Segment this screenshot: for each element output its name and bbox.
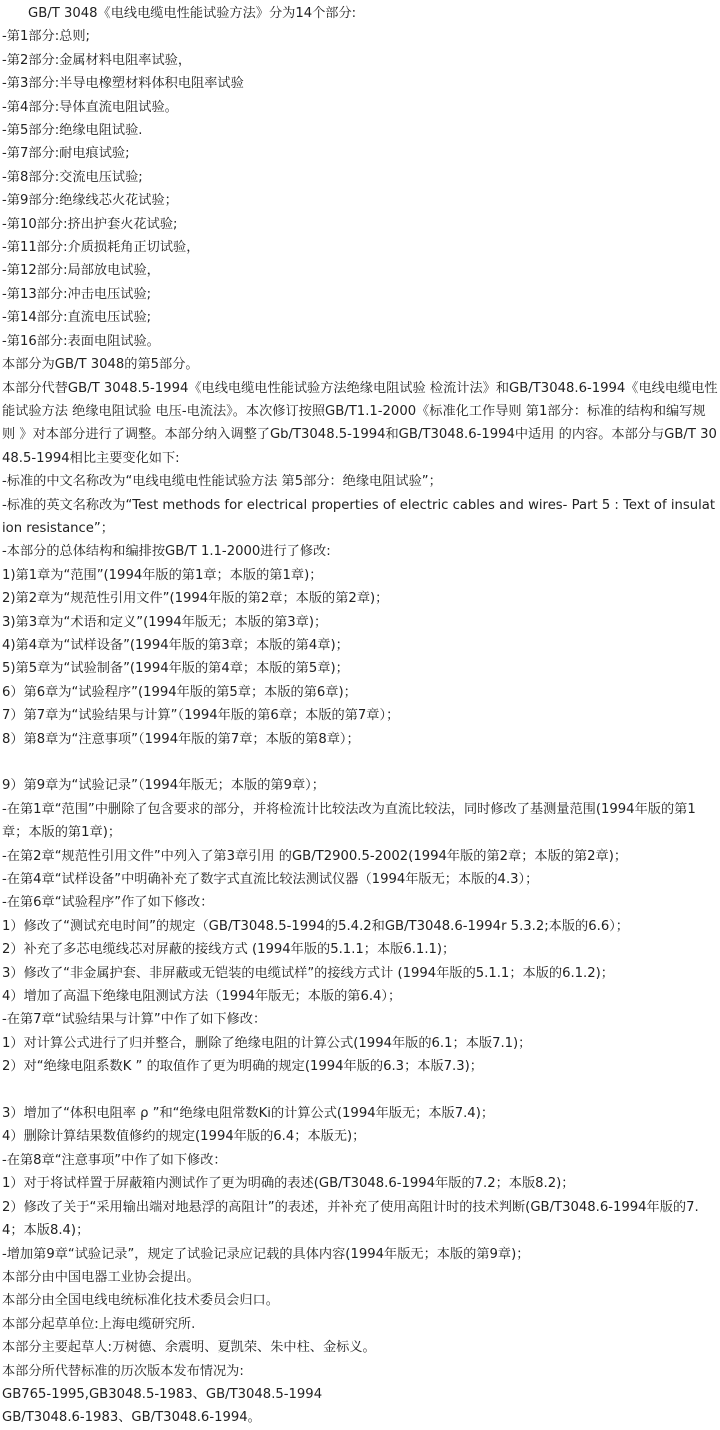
text-line: 1）修改了“测试充电时间”的规定（GB/T3048.5-1994的5.4.2和GB/T3048.6-1994r 5.3.2;本版的6.6）；: [2, 918, 629, 934]
blank-line: [2, 1079, 718, 1102]
text-line: -增加第9章“试验记录”，规定了试验记录应记载的具体内容(1994年版无；本版的第9章)；: [2, 1246, 530, 1262]
text-line: -标准的中文名称改为“电线电缆电性能试验方法 第5部分：绝缘电阻试验”；: [2, 474, 442, 490]
text-line: -第12部分:局部放电试验，: [2, 263, 160, 279]
text-line: -第7部分:耐电痕试验;: [2, 146, 130, 162]
text-line: 3）增加了“体积电阻率 ρ ”和“绝缘电阻常数Ki的计算公式(1994年版无；本版7.4)；: [2, 1106, 495, 1122]
text-line: 本部分为GB/T 3048的第5部分。: [2, 357, 199, 373]
text-line: 6）第6章为“试验程序”(1994年版的第5章；本版的第6章)；: [2, 684, 357, 700]
text-line: -第8部分:交流电压试验;: [2, 169, 143, 185]
text-line: 7）第7章为“试验结果与计算”（1994年版的第6章；本版的第7章）；: [2, 708, 400, 724]
text-line: -本部分的总体结构和编排按GB/T 1.1-2000进行了修改:: [2, 544, 331, 560]
text-line: -第9部分:绝缘线芯火花试验；: [2, 193, 178, 209]
text-line: 本部分起草单位:上海电缆研究所.: [2, 1316, 196, 1332]
text-line: 1）对于将试样置于屏蔽箱内测试作了更为明确的表述(GB/T3048.6-1994年版的7.2；本版8.2)；: [2, 1176, 575, 1192]
text-line: -在第2章“规范性引用文件”中列入了第3章引用 的GB/T2900.5-2002(1994年版的第2章；本版的第2章)；: [2, 848, 628, 864]
text-line: 本部分代替GB/T 3048.5-1994《电线电缆电性能试验方法绝缘电阻试验 检流计法》和GB/T3048.6-1994《电线电缆电性能试验方法 绝缘电阻试验 电压-电流法》。本次修订按照GB/T1.1-2000《标准化工作导则 第1部分：标准的结构和编写规则 》对本部分进行了调整。本部分纳入调整了Gb/T3048.5-1994和GB/T3048.6-1994中适用 的内容。本部分与GB/T 3048.5-1994相比主要变化如下:: [2, 380, 718, 466]
text-line: 3）修改了“非金属护套、非屏蔽或无铠装的电缆试样”的接线方式计 (1994年版的5.1.1；本版的6.1.2)；: [2, 965, 614, 981]
text-line: 本部分由中国电器工业协会提出。: [2, 1269, 200, 1285]
text-line: -第13部分:冲击电压试验;: [2, 286, 152, 302]
text-line: 本部分所代替标准的历次版本发布情况为:: [2, 1363, 244, 1379]
text-line: -第4部分:导体直流电阻试验。: [2, 99, 178, 115]
text-line: 4）增加了高温下绝缘电阻测试方法（1994年版无；本版的第6.4）；: [2, 989, 402, 1005]
text-line: 5)第5章为“试验制备”(1994年版的第4章；本版的第5章)；: [2, 661, 349, 677]
text-line: 3)第3章为“术语和定义”(1994年版无；本版的第3章)；: [2, 614, 328, 630]
text-line: 1)第1章为“范围”(1994年版的第1章；本版的第1章)；: [2, 567, 323, 583]
text-line: GB765-1995,GB3048.5-1983、GB/T3048.5-1994: [2, 1386, 323, 1402]
text-line: 2）修改了关于“采用输出端对地悬浮的高阻计”的表述，并补充了使用高阻计时的技术判断(GB/T3048.6-1994年版的7.4；本版8.4)；: [2, 1199, 699, 1239]
text-line: -第5部分:绝缘电阻试验.: [2, 123, 143, 139]
text-line: -第10部分:挤出护套火花试验;: [2, 216, 178, 232]
text-line: -在第8章“注意事项”中作了如下修改：: [2, 1152, 227, 1168]
text-line: 1）对计算公式进行了归并整合，删除了绝缘电阻的计算公式(1994年版的6.1；本版7.1)；: [2, 1035, 532, 1051]
text-line: -在第1章“范围”中删除了包含要求的部分，并将检流计比较法改为直流比较法，同时修改了基测量范围(1994年版的第1章；本版的第1章)；: [2, 801, 696, 841]
text-line: 9）第9章为“试验记录”（1994年版无；本版的第9章）；: [2, 778, 325, 794]
text-line: GB/T3048.6-1983、GB/T3048.6-1994。: [2, 1410, 261, 1426]
text-line: -第1部分:总则;: [2, 29, 90, 45]
text-line: 2）补充了多芯电缆线芯对屏蔽的接线方式 (1994年版的5.1.1；本版6.1.1)；: [2, 942, 456, 958]
text-line: 2）对“绝缘电阻系数K ” 的取值作了更为明确的规定(1994年版的6.3；本版7.3)；: [2, 1059, 483, 1075]
text-line: -第16部分:表面电阻试验。: [2, 333, 160, 349]
text-line: -在第4章“试样设备”中明确补充了数字式直流比较法测试仪器（1994年版无；本版的4.3）；: [2, 872, 539, 888]
text-line: 4）删除计算结果数值修约的规定(1994年版的6.4；本版无)；: [2, 1129, 366, 1145]
text-line: -第2部分:金属材料电阻率试验，: [2, 52, 192, 68]
text-line: 8）第8章为“注意事项”（1994年版的第7章；本版的第8章）；: [2, 731, 360, 747]
text-line: -在第6章“试验程序”作了如下修改：: [2, 895, 214, 911]
blank-line: [2, 751, 718, 774]
text-line: -第11部分:介质损耗角正切试验，: [2, 240, 200, 256]
text-line: -在第7章“试验结果与计算”中作了如下修改：: [2, 1012, 267, 1028]
text-line: 本部分由全国电线电统标准化技术委员会归口。: [2, 1293, 279, 1309]
text-line: 4)第4章为“试样设备”(1994年版的第3章；本版的第4章)；: [2, 637, 349, 653]
intro-line: GB/T 3048《电线电缆电性能试验方法》分为14个部分:: [28, 6, 357, 21]
text-line: 2)第2章为“规范性引用文件”(1994年版的第2章；本版的第2章)；: [2, 591, 389, 607]
text-line: 本部分主要起草人:万树德、余震明、夏凯荣、朱中柱、金标义。: [2, 1340, 376, 1356]
text-line: -第14部分:直流电压试验;: [2, 310, 152, 326]
text-line: -第3部分:半导电橡塑材料体积电阻率试验: [2, 76, 244, 92]
text-line: -标准的英文名称改为“Test methods for electrical properties of electric cables and wires- Part 5 : Text of insulation resistance”；: [2, 497, 716, 536]
